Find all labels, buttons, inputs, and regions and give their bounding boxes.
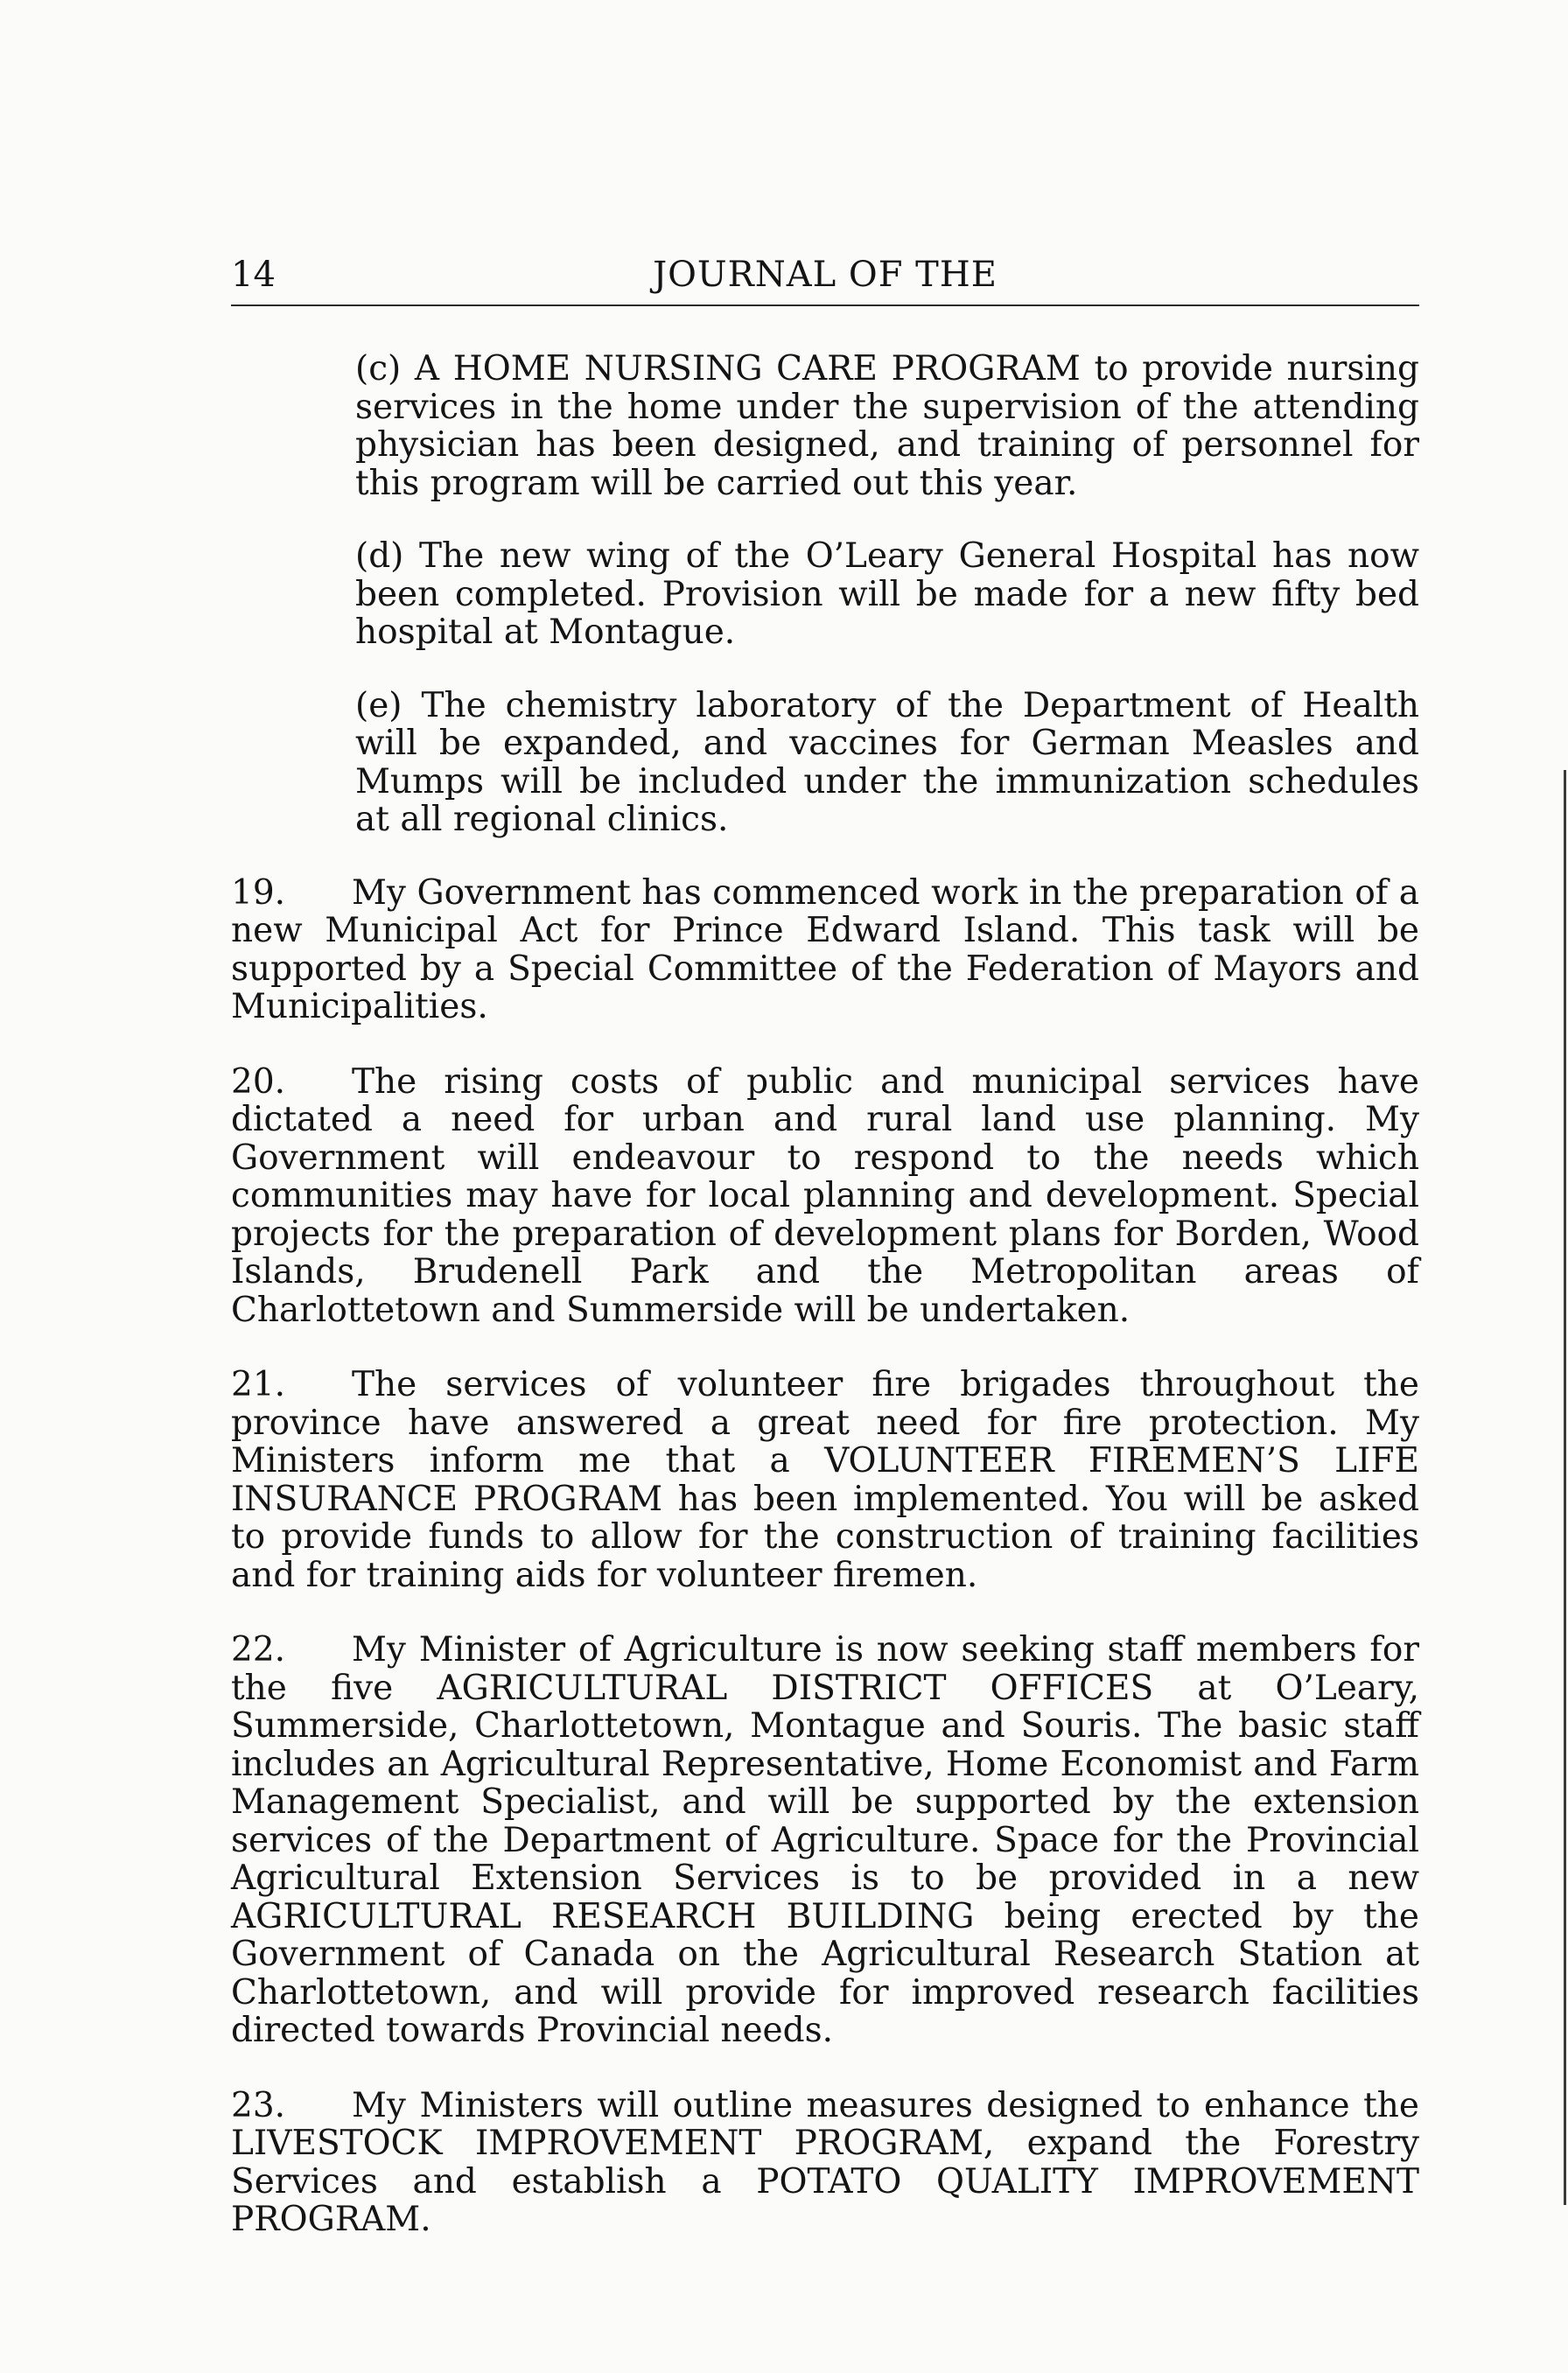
item-number: 23. — [231, 2085, 286, 2125]
item-text: My Ministers will outline measures designed to enhance the LIVESTOCK IMPROVEMENT PROGRAM, expand the Forestry Services and establish a POTATO QUALITY IMPROVEMENT PROGRAM. — [231, 2085, 1419, 2239]
item-text: My Minister of Agriculture is now seeking staff members for the five AGRICULTURAL DISTRICT OFFICES at O’Leary, Summerside, Charlottetown, Montague and Souris. The basic staff includes an Agricultural Representative, Home Economist and Farm Management Specialist, and will be supported by the extension services of the Department of Agriculture. Space for the Provincial Agricultural Extension Services is to be provided in a new AGRICULTURAL RESEARCH BUILDING being erected by the Government of Canada on the Agricultural Research Station at Charlottetown, and will provide for improved research facilities directed towards Provincial needs. — [231, 1630, 1419, 2050]
sub-item-d: (d) The new wing of the O’Leary General Hospital has now been completed. Provision will be made for a new fifty bed hospital at Montague. — [355, 536, 1419, 652]
page-header — [231, 254, 1419, 306]
item-number: 19. — [231, 872, 286, 913]
item-number: 20. — [231, 1061, 286, 1102]
item-22 — [231, 1631, 1419, 2050]
scan-edge-line — [1564, 770, 1566, 2205]
sub-item-e: (e) The chemistry laboratory of the Department of Health will be expanded, and vaccines for German Measles and Mumps will be included under the immunization schedules at all regional clinics. — [355, 685, 1419, 839]
item-21 — [231, 1366, 1419, 1594]
item-text: The rising costs of public and municipal services have dictated a need for urban and rural land use planning. My Government will endeavour to respond to the needs which communities may have for local planning and development. Special projects for the preparation of development plans for Borden, Wood Islands, Brudenell Park and the Metropolitan areas of Charlottetown and Summerside will be undertaken. — [231, 1061, 1419, 1330]
running-head: JOURNAL OF THE — [653, 255, 998, 295]
item-20 — [231, 1063, 1419, 1330]
item-number: 22. — [231, 1630, 286, 1670]
item-number: 21. — [231, 1365, 286, 1404]
item-19 — [231, 874, 1419, 1026]
item-text: My Government has commenced work in the preparation of a new Municipal Act for Prince Edward Island. This task will be supported by a Special Committee of the Federation of Mayors and Municipalities. — [231, 872, 1419, 1026]
page-body — [231, 350, 1419, 2276]
item-text: The services of volunteer fire brigades throughout the province have answered a great need for fire protection. My Ministers inform me that a VOLUNTEER FIREMEN’S LIFE INSURANCE PROGRAM has been implemented. You will be asked to provide funds to allow for the construction of training facilities and for training aids for volunteer firemen. — [231, 1365, 1419, 1595]
item-23 — [231, 2087, 1419, 2239]
page-number: 14 — [231, 255, 276, 295]
sub-item-c: (c) A HOME NURSING CARE PROGRAM to provide nursing services in the home under the supervision of the attending physician has been designed, and training of personnel for this program will be carried out this year. — [355, 349, 1419, 503]
